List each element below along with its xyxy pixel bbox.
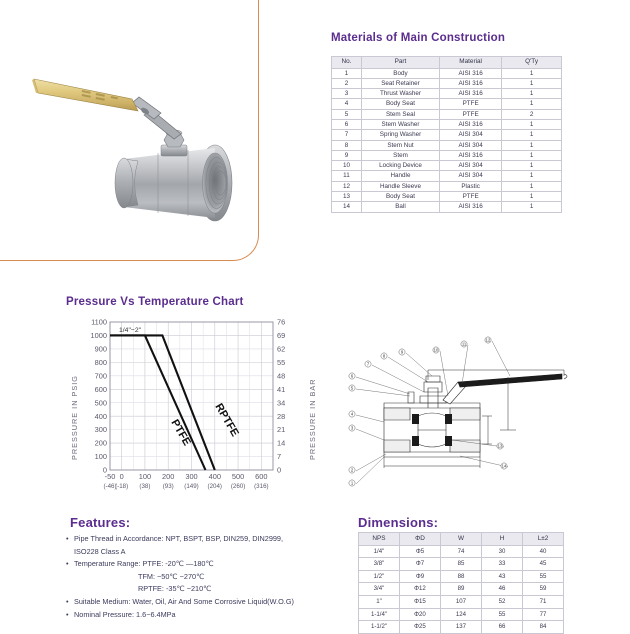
table-cell: 88 [441, 570, 482, 583]
materials-table-row [332, 171, 562, 181]
chart-y-tick: 900 [94, 344, 107, 354]
feature-text: Nominal Pressure: 1.6−6.4MPa [74, 609, 176, 619]
chart-y2-tick: 69 [277, 331, 286, 341]
materials-table-row [332, 78, 562, 88]
materials-table-row [332, 202, 562, 212]
table-cell: AISI 316 [440, 78, 502, 88]
chart-y2-tick: 62 [277, 344, 286, 354]
dimensions-section-title: Dimensions: [358, 515, 439, 530]
drawing-callout-number: 5 [350, 385, 354, 391]
dimensions-table-row [359, 595, 564, 608]
table-cell: AISI 304 [440, 130, 502, 140]
chart-y2-tick: 55 [277, 357, 286, 367]
chart-x-tick-f: 600 [255, 472, 268, 481]
table-cell: Stem [361, 150, 439, 160]
chart-y-tick: 1100 [91, 317, 107, 327]
chart-y2-tick: 0 [277, 465, 282, 475]
materials-table-row [332, 89, 562, 99]
chart-y-tick: 100 [94, 452, 107, 462]
chart-x-tick-f: 300 [185, 472, 198, 481]
table-cell: 71 [523, 595, 564, 608]
drawing-callout-number: 4 [350, 411, 354, 417]
table-cell: 107 [441, 595, 482, 608]
table-cell: AISI 304 [440, 161, 502, 171]
table-cell: 3/8" [359, 558, 400, 571]
table-cell: 1 [502, 68, 562, 78]
materials-table-row [332, 68, 562, 78]
chart-y-tick: 0 [102, 465, 107, 475]
table-cell: Body Seat [361, 192, 439, 202]
table-cell: Locking Device [361, 161, 439, 171]
table-cell: Φ12 [400, 583, 441, 596]
dimensions-col-w: W [441, 533, 482, 546]
chart-y2-tick: 28 [277, 411, 286, 421]
chart-y2-tick: 41 [277, 384, 286, 394]
table-cell: Plastic [440, 181, 502, 191]
table-cell: 1 [502, 119, 562, 129]
table-cell: 3/4" [359, 583, 400, 596]
feature-text: Pipe Thread in Accordance: NPT, BSPT, BSP, DIN259, DIN2999, [74, 534, 284, 543]
bullet-icon: • [66, 609, 69, 619]
drawing-callout-number: 8 [382, 353, 386, 359]
table-cell: AISI 304 [440, 171, 502, 181]
table-cell: 124 [441, 608, 482, 621]
table-cell: 85 [441, 558, 482, 571]
table-cell: Ball [361, 202, 439, 212]
table-cell: PTFE [440, 109, 502, 119]
table-cell: Φ25 [400, 621, 441, 634]
dimensions-table-row [359, 558, 564, 571]
materials-table [331, 56, 562, 213]
table-cell: 33 [482, 558, 523, 571]
chart-x-tick-c: (149) [184, 483, 199, 490]
table-cell: 1 [502, 78, 562, 88]
materials-section-title: Materials of Main Construction [331, 32, 506, 44]
chart-y2-tick: 76 [277, 317, 286, 327]
table-cell: 2 [502, 109, 562, 119]
materials-table-row [332, 109, 562, 119]
table-cell: Stem Washer [361, 119, 439, 129]
materials-table-row [332, 99, 562, 109]
materials-table-header-row [332, 57, 562, 69]
feature-subline: RPTFE: -35℃ −210℃ [138, 584, 212, 594]
valve-technical-drawing [340, 330, 590, 495]
chart-size-annotation: 1/4"−2" [119, 327, 142, 334]
table-cell: 1 [502, 192, 562, 202]
dimensions-table-row [359, 545, 564, 558]
chart-x-tick-f: 100 [138, 472, 152, 481]
chart-y-tick: 1000 [90, 331, 107, 341]
table-cell: 77 [523, 608, 564, 621]
drawing-callout-number: 11 [461, 341, 467, 347]
drawing-callout-number: 13 [497, 443, 503, 449]
dimensions-table-row [359, 570, 564, 583]
chart-x-tick-c: (38) [139, 483, 151, 490]
chart-y-tick: 800 [94, 357, 107, 367]
features-list [66, 533, 351, 621]
materials-col-part: Part [361, 57, 439, 69]
table-cell: 89 [441, 583, 482, 596]
materials-col-material: Material [440, 57, 502, 69]
drawing-callout-number: 14 [501, 463, 507, 469]
table-cell: 5 [332, 109, 362, 119]
table-cell: AISI 316 [440, 68, 502, 78]
chart-x-tick-c: (-18) [115, 483, 129, 490]
table-cell: PTFE [440, 192, 502, 202]
feature-item [66, 558, 351, 571]
dimensions-table-row [359, 608, 564, 621]
table-cell: 66 [482, 621, 523, 634]
chart-y2-tick: 21 [277, 425, 286, 435]
table-cell: 1" [359, 595, 400, 608]
materials-table-row [332, 119, 562, 129]
table-cell: 1 [502, 202, 562, 212]
dimensions-table [358, 532, 564, 634]
table-cell: 8 [332, 140, 362, 150]
materials-col-qty: Q'Ty [502, 57, 562, 69]
table-cell: 55 [482, 608, 523, 621]
table-cell: 137 [441, 621, 482, 634]
table-cell: 30 [482, 545, 523, 558]
table-cell: 59 [523, 583, 564, 596]
table-cell: AISI 316 [440, 150, 502, 160]
chart-series-label-rptfe: RPTFE [212, 401, 241, 439]
table-cell: Body [361, 68, 439, 78]
chart-y2-tick: 7 [277, 452, 282, 462]
chart-y2-tick: 34 [277, 398, 286, 408]
chart-y2-tick: 14 [277, 438, 286, 448]
table-cell: Handle Sleeve [361, 181, 439, 191]
table-cell: 9 [332, 150, 362, 160]
chart-x-tick-f: 0 [119, 472, 124, 481]
pressure-temperature-chart [63, 310, 325, 500]
table-cell: 3 [332, 89, 362, 99]
dimensions-col-h: H [482, 533, 523, 546]
table-cell: 74 [441, 545, 482, 558]
chart-y-tick: 500 [94, 398, 107, 408]
materials-table-row [332, 161, 562, 171]
table-cell: 1 [502, 181, 562, 191]
table-cell: Stem Nut [361, 140, 439, 150]
drawing-callout-number: 12 [485, 337, 491, 343]
chart-y-tick: 400 [94, 411, 107, 421]
chart-y2-tick: 48 [277, 371, 286, 381]
chart-x-tick-c: (316) [254, 483, 269, 490]
table-cell: 1 [502, 99, 562, 109]
table-cell: 1-1/4" [359, 608, 400, 621]
table-cell: 10 [332, 161, 362, 171]
table-cell: Stem Seal [361, 109, 439, 119]
chart-y-tick: 600 [94, 384, 107, 394]
materials-table-row [332, 130, 562, 140]
table-cell: 2 [332, 78, 362, 88]
drawing-callout-number: 6 [350, 373, 354, 379]
materials-table-row [332, 181, 562, 191]
table-cell: 12 [332, 181, 362, 191]
table-cell: 7 [332, 130, 362, 140]
table-cell: PTFE [440, 99, 502, 109]
table-cell: 84 [523, 621, 564, 634]
dimensions-table-row [359, 583, 564, 596]
table-cell: Φ20 [400, 608, 441, 621]
table-cell: Φ15 [400, 595, 441, 608]
table-cell: 40 [523, 545, 564, 558]
feature-item [66, 609, 351, 622]
chart-y-tick: 300 [94, 425, 107, 435]
drawing-callout-number: 9 [400, 349, 404, 355]
materials-table-row [332, 140, 562, 150]
chart-x-tick-f: 500 [231, 472, 245, 481]
dimensions-col-d: ΦD [400, 533, 441, 546]
drawing-callout-number: 2 [350, 467, 354, 473]
table-cell: Body Seat [361, 99, 439, 109]
table-cell: Seat Retainer [361, 78, 439, 88]
table-cell: 1/4" [359, 545, 400, 558]
table-cell: 43 [482, 570, 523, 583]
table-cell: 1 [502, 161, 562, 171]
chart-x-tick-c: (93) [162, 483, 174, 490]
table-cell: 14 [332, 202, 362, 212]
feature-item [66, 596, 351, 609]
chart-series-label-ptfe: PTFE [168, 417, 193, 448]
chart-y-axis-label: PRESSURE IN PSIG [70, 375, 79, 460]
chart-x-tick-f: 200 [162, 472, 175, 481]
table-cell: 52 [482, 595, 523, 608]
table-cell: AISI 304 [440, 140, 502, 150]
features-section-title: Features: [70, 515, 131, 530]
table-cell: 46 [482, 583, 523, 596]
chart-y2-axis-label: PRESSURE IN BAR [308, 378, 317, 460]
dimensions-table-header-row [359, 533, 564, 546]
table-cell: 1-1/2" [359, 621, 400, 634]
chart-y-tick: 700 [94, 371, 107, 381]
materials-col-no: No. [332, 57, 362, 69]
chart-x-tick-f: 400 [208, 472, 221, 481]
table-cell: AISI 316 [440, 202, 502, 212]
feature-item [66, 533, 351, 546]
table-cell: Handle [361, 171, 439, 181]
valve-illustration [28, 55, 278, 240]
table-cell: Φ9 [400, 570, 441, 583]
table-cell: 55 [523, 570, 564, 583]
chart-title: Pressure Vs Temperature Chart [66, 296, 244, 308]
table-cell: 1 [502, 89, 562, 99]
table-cell: 11 [332, 171, 362, 181]
table-cell: 1 [332, 68, 362, 78]
table-cell: 4 [332, 99, 362, 109]
dimensions-table-row [359, 621, 564, 634]
table-cell: 6 [332, 119, 362, 129]
table-cell: 1 [502, 171, 562, 181]
table-cell: Φ5 [400, 545, 441, 558]
chart-x-tick-c: (-46) [103, 483, 117, 490]
chart-x-tick-c: (204) [207, 483, 223, 490]
chart-x-tick-c: (260) [230, 483, 246, 490]
table-cell: 1 [502, 150, 562, 160]
table-cell: AISI 316 [440, 89, 502, 99]
feature-text: Suitable Medium: Water, Oil, Air And Some Corrosive Liquid(W.O.G) [74, 596, 294, 606]
chart-y-tick: 200 [94, 438, 107, 448]
feature-subline: TFM: −50℃ −270℃ [138, 571, 205, 581]
dimensions-col-nps: NPS [359, 533, 400, 546]
feature-text: Temperature Range: PTFE: -20℃ —180℃ [74, 559, 214, 569]
table-cell: 1 [502, 130, 562, 140]
materials-table-row [332, 150, 562, 160]
table-cell: Thrust Washer [361, 89, 439, 99]
valve-product-photo [28, 55, 278, 240]
bullet-icon: • [66, 534, 69, 543]
drawing-callout-number: 3 [350, 425, 354, 431]
table-cell: Φ7 [400, 558, 441, 571]
materials-table-row [332, 192, 562, 202]
table-cell: 45 [523, 558, 564, 571]
dimensions-col-l: L±2 [523, 533, 564, 546]
table-cell: AISI 316 [440, 119, 502, 129]
chart-x-tick-f: -50 [104, 472, 116, 481]
drawing-callout-number: 10 [433, 347, 439, 353]
table-cell: 1/2" [359, 570, 400, 583]
bullet-icon: • [66, 596, 69, 606]
feature-text-continued: ISO228 Class A [74, 546, 126, 556]
drawing-callout-number: 7 [366, 361, 370, 367]
drawing-callout-number: 1 [350, 480, 354, 486]
bullet-icon: • [66, 559, 69, 569]
table-cell: 13 [332, 192, 362, 202]
table-cell: 1 [502, 140, 562, 150]
table-cell: Spring Washer [361, 130, 439, 140]
